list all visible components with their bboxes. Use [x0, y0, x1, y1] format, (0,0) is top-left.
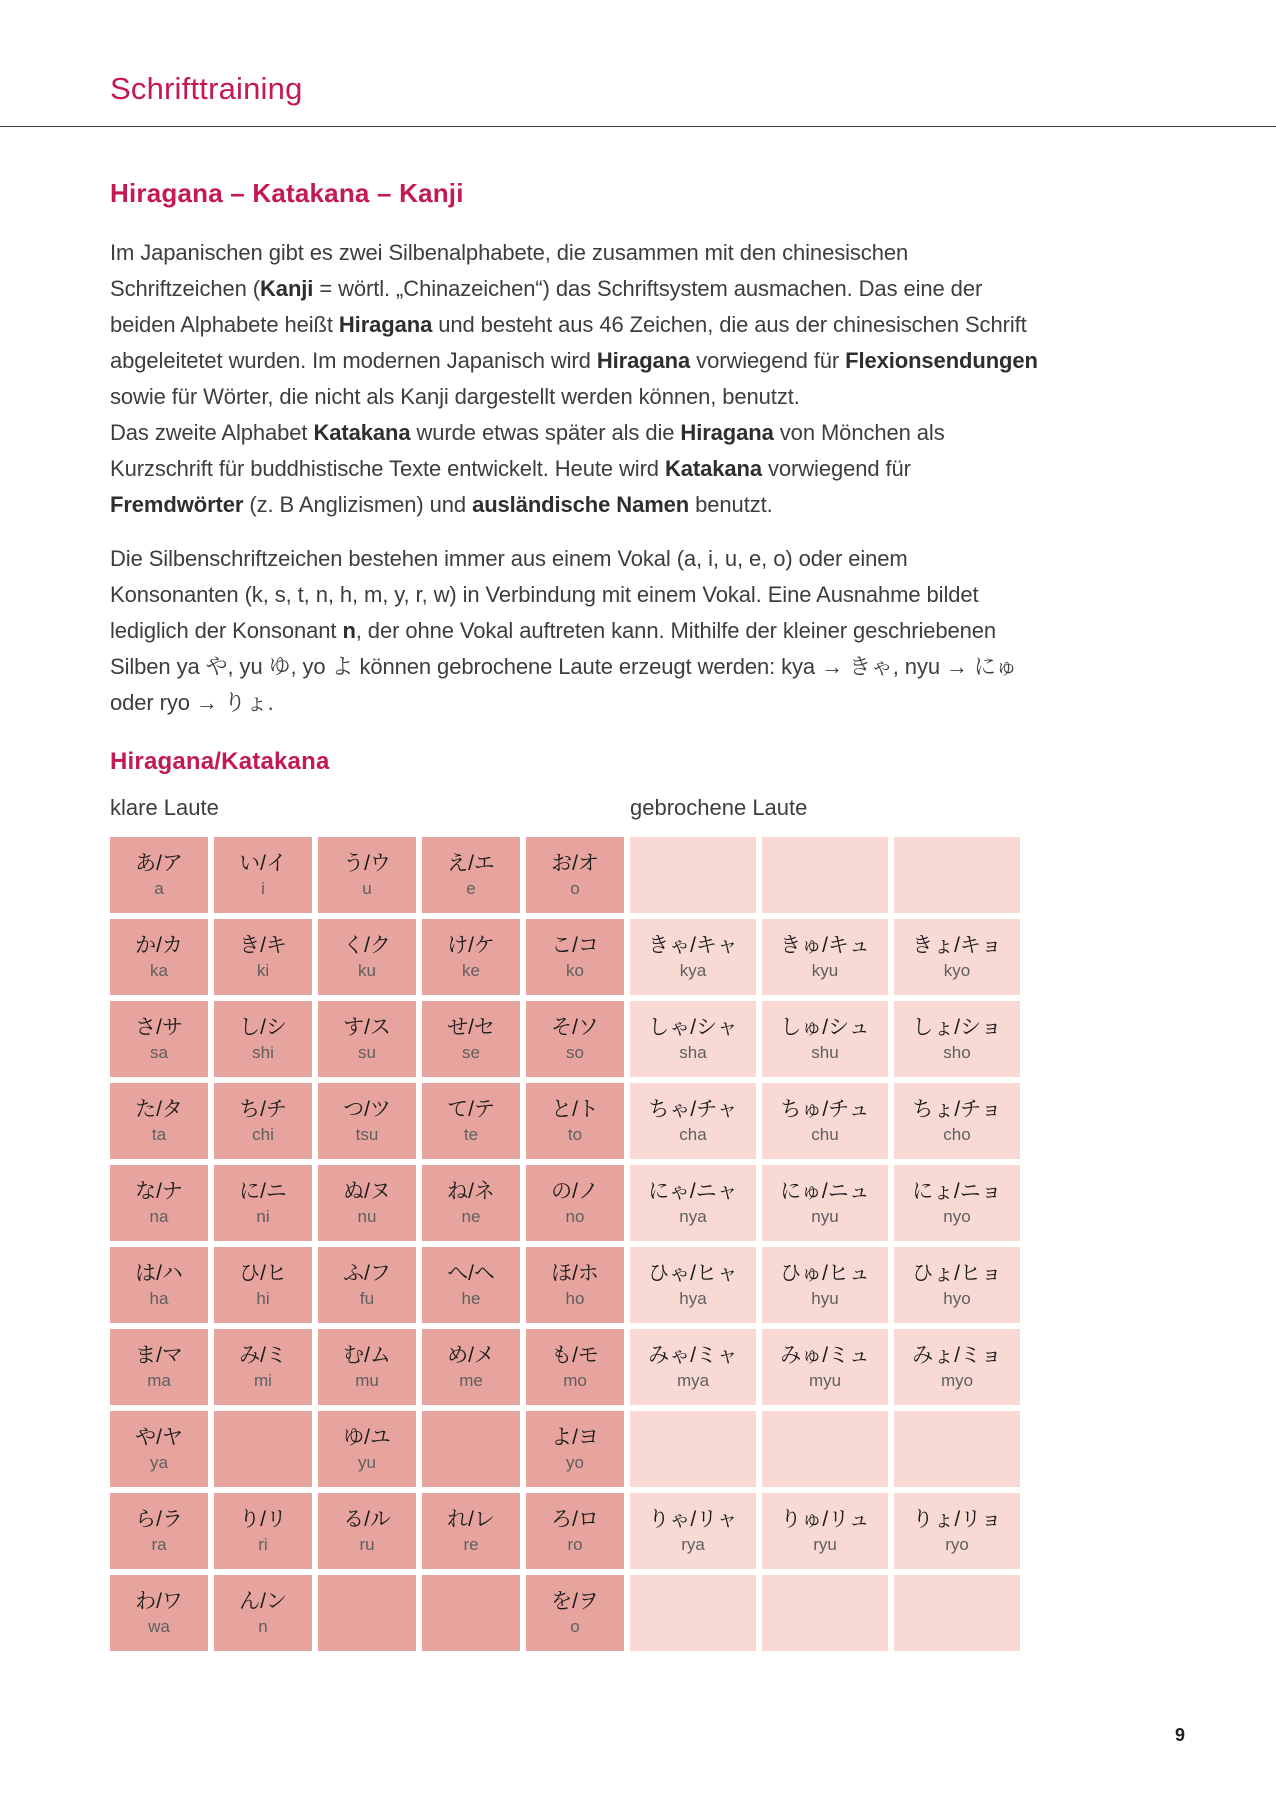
romaji-label: se	[462, 1042, 480, 1062]
kana-pair: せ/セ	[447, 1015, 495, 1039]
kana-cell	[318, 1329, 416, 1405]
kana-cell	[318, 1411, 416, 1487]
kana-pair: ちゅ/チュ	[780, 1097, 870, 1121]
romaji-label: ru	[359, 1534, 375, 1554]
text-run: von Mönchen als Kurzschrift für buddhistische Texte entwickelt. Heute wird	[110, 420, 945, 481]
romaji-label: hi	[256, 1288, 270, 1308]
romaji-label: ne	[461, 1206, 481, 1226]
kana-cell	[894, 919, 1020, 995]
kana-cell	[318, 1001, 416, 1077]
kana-cell-empty	[630, 1575, 756, 1651]
kana-pair: きゃ/キャ	[648, 933, 738, 957]
kana-cell-empty	[762, 1411, 888, 1487]
kana-cell	[110, 1411, 208, 1487]
text-run-bold: Kanji	[260, 276, 314, 301]
romaji-label: n	[258, 1616, 268, 1636]
kana-cell	[110, 1165, 208, 1241]
romaji-label: ho	[565, 1288, 585, 1308]
kana-pair: に/ニ	[239, 1179, 287, 1203]
kana-cell-empty	[214, 1411, 312, 1487]
romaji-label: chu	[811, 1124, 839, 1144]
kana-cell	[110, 1329, 208, 1405]
kana-pair: りょ/リョ	[912, 1507, 1002, 1531]
romaji-label: ro	[567, 1534, 583, 1554]
romaji-label: sho	[943, 1042, 971, 1062]
romaji-label: so	[566, 1042, 584, 1062]
text-run-bold: Katakana	[664, 456, 762, 481]
romaji-label: te	[463, 1124, 479, 1144]
kana-pair: ね/ネ	[447, 1179, 495, 1203]
romaji-label: tsu	[355, 1124, 379, 1144]
kana-cell	[630, 1165, 756, 1241]
text-run: vorwiegend für	[761, 456, 911, 481]
kana-pair: も/モ	[551, 1343, 599, 1367]
text-run: und besteht aus 46 Zeichen, die aus der chinesischen Schrift abgeleitetet wurden. Im modernen Japanisch wird	[110, 312, 1027, 373]
kana-pair: ちょ/チョ	[912, 1097, 1002, 1121]
kana-pair: り/リ	[239, 1507, 287, 1531]
kana-cell	[526, 1329, 624, 1405]
kana-cell-empty	[894, 1411, 1020, 1487]
kana-cell-empty	[894, 837, 1020, 913]
body-paragraph	[110, 415, 1040, 523]
kana-pair: を/ヲ	[551, 1589, 599, 1613]
kana-cell	[214, 1329, 312, 1405]
kana-cell	[762, 1493, 888, 1569]
kana-pair: ほ/ホ	[551, 1261, 599, 1285]
kana-pair: と/ト	[551, 1097, 599, 1121]
kana-pair: ひょ/ヒョ	[912, 1261, 1002, 1285]
romaji-label: a	[154, 878, 164, 898]
romaji-label: nyu	[811, 1206, 839, 1226]
kana-pair: の/ノ	[551, 1179, 599, 1203]
text-run-bold: Flexionsendungen	[845, 348, 1038, 373]
romaji-label: ri	[258, 1534, 268, 1554]
romaji-label: i	[261, 878, 265, 898]
kana-pair: ひ/ヒ	[239, 1261, 287, 1285]
romaji-label: he	[461, 1288, 481, 1308]
romaji-label: su	[358, 1042, 376, 1062]
kana-pair: す/ス	[343, 1015, 391, 1039]
kana-cell	[422, 1329, 520, 1405]
kana-pair: め/メ	[447, 1343, 495, 1367]
romaji-label: cha	[679, 1124, 707, 1144]
kana-cell-empty	[630, 837, 756, 913]
romaji-label: ryo	[945, 1534, 969, 1554]
romaji-label: re	[463, 1534, 479, 1554]
kana-cell	[630, 1083, 756, 1159]
kana-pair: しゅ/シュ	[780, 1015, 870, 1039]
kana-cell	[214, 1575, 312, 1651]
romaji-label: yo	[566, 1452, 584, 1472]
kana-cell	[630, 1001, 756, 1077]
kana-cell	[762, 1165, 888, 1241]
text-run-bold: Hiragana	[680, 420, 774, 445]
kana-pair: ん/ン	[239, 1589, 287, 1613]
kana-pair: さ/サ	[135, 1015, 183, 1039]
kana-cell	[214, 837, 312, 913]
kana-table	[110, 837, 1020, 1651]
text-run: wurde etwas später als die	[410, 420, 681, 445]
romaji-label: me	[459, 1370, 483, 1390]
kana-pair: え/エ	[447, 851, 495, 875]
kana-pair: ち/チ	[239, 1097, 287, 1121]
kana-cell	[110, 919, 208, 995]
kana-cell	[526, 1411, 624, 1487]
text-run-bold: Hiragana	[338, 312, 433, 337]
romaji-label: hyu	[811, 1288, 839, 1308]
kana-cell-empty	[762, 837, 888, 913]
kana-cell	[526, 1083, 624, 1159]
text-run-bold: Katakana	[313, 420, 411, 445]
kana-pair: う/ウ	[343, 851, 391, 875]
kana-cell	[526, 1165, 624, 1241]
kana-cell	[894, 1165, 1020, 1241]
romaji-label: nyo	[943, 1206, 971, 1226]
page-content	[0, 177, 1046, 1651]
kana-cell	[894, 1493, 1020, 1569]
text-run: vorwiegend für	[690, 348, 846, 373]
romaji-label: mi	[254, 1370, 272, 1390]
kana-cell	[110, 1247, 208, 1323]
romaji-label: cho	[943, 1124, 971, 1144]
kana-cell	[110, 1493, 208, 1569]
romaji-label: e	[466, 878, 476, 898]
kana-cell	[422, 1493, 520, 1569]
kana-cell	[110, 1001, 208, 1077]
romaji-label: mu	[355, 1370, 379, 1390]
kana-pair: る/ル	[343, 1507, 391, 1531]
kana-pair: ら/ラ	[135, 1507, 183, 1531]
kana-pair: にゃ/ニャ	[648, 1179, 738, 1203]
kana-cell	[526, 837, 624, 913]
kana-cell	[214, 1493, 312, 1569]
kana-pair: み/ミ	[239, 1343, 287, 1367]
romaji-label: nya	[679, 1206, 707, 1226]
column-group-labels	[110, 795, 1020, 825]
romaji-label: yu	[358, 1452, 376, 1472]
kana-cell	[762, 1329, 888, 1405]
text-run: Die Silbenschriftzeichen bestehen immer aus einem Vokal (a, i, u, e, o) oder einem Konsonanten (k, s, t, n, h, m, y, r, w) in Verbindung mit einem Vokal. Eine Ausnahme bildet lediglich der Konsonant	[110, 546, 979, 643]
romaji-label: sha	[679, 1042, 707, 1062]
kana-pair: き/キ	[239, 933, 287, 957]
kana-pair: か/カ	[135, 933, 183, 957]
kana-cell	[630, 919, 756, 995]
kana-cell-empty	[422, 1411, 520, 1487]
kana-cell	[630, 1247, 756, 1323]
kana-pair: よ/ヨ	[551, 1425, 599, 1449]
kana-cell	[422, 1001, 520, 1077]
kana-cell	[894, 1329, 1020, 1405]
kana-pair: しゃ/シャ	[648, 1015, 738, 1039]
romaji-label: sa	[150, 1042, 168, 1062]
kana-cell	[318, 1493, 416, 1569]
romaji-label: ka	[150, 960, 168, 980]
romaji-label: shu	[811, 1042, 839, 1062]
kana-cell	[214, 919, 312, 995]
kana-cell	[762, 1247, 888, 1323]
text-run-bold: ausländische Namen	[472, 492, 690, 517]
kana-pair: て/テ	[447, 1097, 495, 1121]
kana-pair: こ/コ	[551, 933, 599, 957]
text-run-bold: Hiragana	[596, 348, 691, 373]
kana-pair: け/ケ	[447, 933, 495, 957]
kana-cell	[318, 1247, 416, 1323]
kana-pair: あ/ア	[135, 851, 183, 875]
body-paragraph	[110, 235, 1040, 415]
kana-cell	[110, 837, 208, 913]
kana-cell	[894, 1247, 1020, 1323]
kana-pair: みゃ/ミャ	[648, 1343, 738, 1367]
romaji-label: chi	[252, 1124, 274, 1144]
romaji-label: myu	[808, 1370, 842, 1390]
header-rule	[0, 126, 1276, 127]
text-run-bold: n	[342, 618, 356, 643]
page-title: Schrifttraining	[110, 71, 303, 106]
romaji-label: ni	[256, 1206, 270, 1226]
kana-cell	[422, 1247, 520, 1323]
kana-pair: た/タ	[135, 1097, 183, 1121]
romaji-label: ryu	[813, 1534, 837, 1554]
kana-pair: い/イ	[239, 851, 287, 875]
text-run: sowie für Wörter, die nicht als Kanji dargestellt werden können, benutzt.	[110, 384, 800, 409]
kana-cell	[762, 919, 888, 995]
text-run: , der ohne Vokal auftreten kann. Mithilfe der kleiner geschriebenen Silben ya や, yu ゆ, yo よ können gebrochene Laute erzeugt werden: kya → きゃ, nyu → にゅ oder ryo → りょ.	[110, 618, 1018, 715]
kana-pair: ふ/フ	[343, 1261, 391, 1285]
romaji-label: hyo	[943, 1288, 971, 1308]
kana-pair: れ/レ	[447, 1507, 495, 1531]
romaji-label: fu	[359, 1288, 375, 1308]
kana-cell	[318, 1083, 416, 1159]
kana-cell	[214, 1247, 312, 1323]
kana-cell	[762, 1001, 888, 1077]
kana-table-heading: Hiragana/Katakana	[110, 748, 330, 775]
romaji-label: ku	[358, 960, 376, 980]
kana-cell	[630, 1329, 756, 1405]
romaji-label: ki	[256, 960, 270, 980]
romaji-label: ha	[149, 1288, 169, 1308]
kana-pair: しょ/ショ	[912, 1015, 1002, 1039]
label-broken-sounds: gebrochene Laute	[630, 795, 808, 820]
kana-cell	[894, 1001, 1020, 1077]
romaji-label: myo	[940, 1370, 974, 1390]
body-paragraph	[110, 541, 1040, 721]
kana-cell-empty	[762, 1575, 888, 1651]
kana-cell	[422, 919, 520, 995]
romaji-label: mo	[563, 1370, 587, 1390]
kana-cell	[762, 1083, 888, 1159]
kana-pair: お/オ	[551, 851, 599, 875]
kana-cell	[214, 1083, 312, 1159]
romaji-label: kya	[679, 960, 707, 980]
section-heading: Hiragana – Katakana – Kanji	[110, 178, 464, 208]
kana-pair: ひゃ/ヒャ	[648, 1261, 738, 1285]
kana-pair: ま/マ	[135, 1343, 183, 1367]
romaji-label: ta	[151, 1124, 167, 1144]
kana-pair: にょ/ニョ	[912, 1179, 1002, 1203]
kana-pair: し/シ	[239, 1015, 287, 1039]
kana-pair: わ/ワ	[135, 1589, 183, 1613]
kana-pair: ぬ/ヌ	[343, 1179, 391, 1203]
kana-pair: な/ナ	[135, 1179, 183, 1203]
kana-pair: りゃ/リャ	[648, 1507, 738, 1531]
romaji-label: rya	[681, 1534, 705, 1554]
romaji-label: kyu	[811, 960, 839, 980]
kana-cell	[110, 1083, 208, 1159]
romaji-label: u	[362, 878, 372, 898]
kana-pair: りゅ/リュ	[780, 1507, 870, 1531]
kana-cell	[422, 1083, 520, 1159]
kana-cell-empty	[894, 1575, 1020, 1651]
label-clear-sounds: klare Laute	[110, 795, 219, 820]
kana-pair: く/ク	[343, 933, 391, 957]
text-run: Im Japanischen gibt es zwei Silbenalphabete, die zusammen mit den chinesischen Schriftzeichen (	[110, 240, 909, 301]
kana-cell	[526, 1001, 624, 1077]
kana-cell	[630, 1493, 756, 1569]
body-text	[110, 235, 1046, 721]
kana-pair: む/ム	[343, 1343, 391, 1367]
romaji-label: na	[149, 1206, 169, 1226]
kana-pair: ひゅ/ヒュ	[780, 1261, 870, 1285]
kana-cell	[214, 1001, 312, 1077]
page-number: 9	[1175, 1725, 1186, 1745]
text-run: (z. B Anglizismen) und	[243, 492, 473, 517]
text-run-bold: Fremdwörter	[110, 492, 244, 517]
kana-pair: ゆ/ユ	[343, 1425, 391, 1449]
kana-cell-empty	[422, 1575, 520, 1651]
romaji-label: ma	[147, 1370, 171, 1390]
kana-cell	[526, 1247, 624, 1323]
text-run: Das zweite Alphabet	[110, 420, 314, 445]
romaji-label: o	[570, 878, 580, 898]
kana-cell	[894, 1083, 1020, 1159]
kana-pair: ろ/ロ	[551, 1507, 599, 1531]
romaji-label: ke	[462, 960, 480, 980]
kana-pair: つ/ツ	[343, 1097, 391, 1121]
romaji-label: hya	[679, 1288, 707, 1308]
kana-cell	[422, 837, 520, 913]
kana-cell	[214, 1165, 312, 1241]
text-run: benutzt.	[689, 492, 773, 517]
kana-cell	[318, 837, 416, 913]
romaji-label: no	[565, 1206, 585, 1226]
kana-pair: ちゃ/チャ	[648, 1097, 738, 1121]
kana-cell	[318, 919, 416, 995]
text-run: = wörtl. „Chinazeichen“) das Schriftsystem ausmachen. Das eine der beiden Alphabete heißt	[110, 276, 983, 337]
kana-cell	[422, 1165, 520, 1241]
romaji-label: ra	[151, 1534, 167, 1554]
romaji-label: ko	[566, 960, 584, 980]
kana-pair: きゅ/キュ	[780, 933, 870, 957]
romaji-label: shi	[252, 1042, 274, 1062]
kana-pair: みょ/ミョ	[912, 1343, 1002, 1367]
kana-pair: は/ハ	[135, 1261, 183, 1285]
romaji-label: wa	[148, 1616, 170, 1636]
kana-cell	[526, 1575, 624, 1651]
kana-pair: へ/ヘ	[447, 1261, 495, 1285]
kana-pair: きょ/キョ	[912, 933, 1002, 957]
kana-cell	[318, 1165, 416, 1241]
kana-pair: みゅ/ミュ	[780, 1343, 870, 1367]
romaji-label: to	[567, 1124, 583, 1144]
romaji-label: ya	[150, 1452, 168, 1472]
kana-pair: にゅ/ニュ	[780, 1179, 870, 1203]
kana-cell	[110, 1575, 208, 1651]
romaji-label: o	[570, 1616, 580, 1636]
kana-pair: そ/ソ	[551, 1015, 599, 1039]
kana-cell-empty	[318, 1575, 416, 1651]
kana-pair: や/ヤ	[135, 1425, 183, 1449]
romaji-label: nu	[357, 1206, 377, 1226]
kana-cell	[526, 919, 624, 995]
kana-cell	[526, 1493, 624, 1569]
romaji-label: kyo	[943, 960, 971, 980]
kana-cell-empty	[630, 1411, 756, 1487]
romaji-label: mya	[676, 1370, 710, 1390]
